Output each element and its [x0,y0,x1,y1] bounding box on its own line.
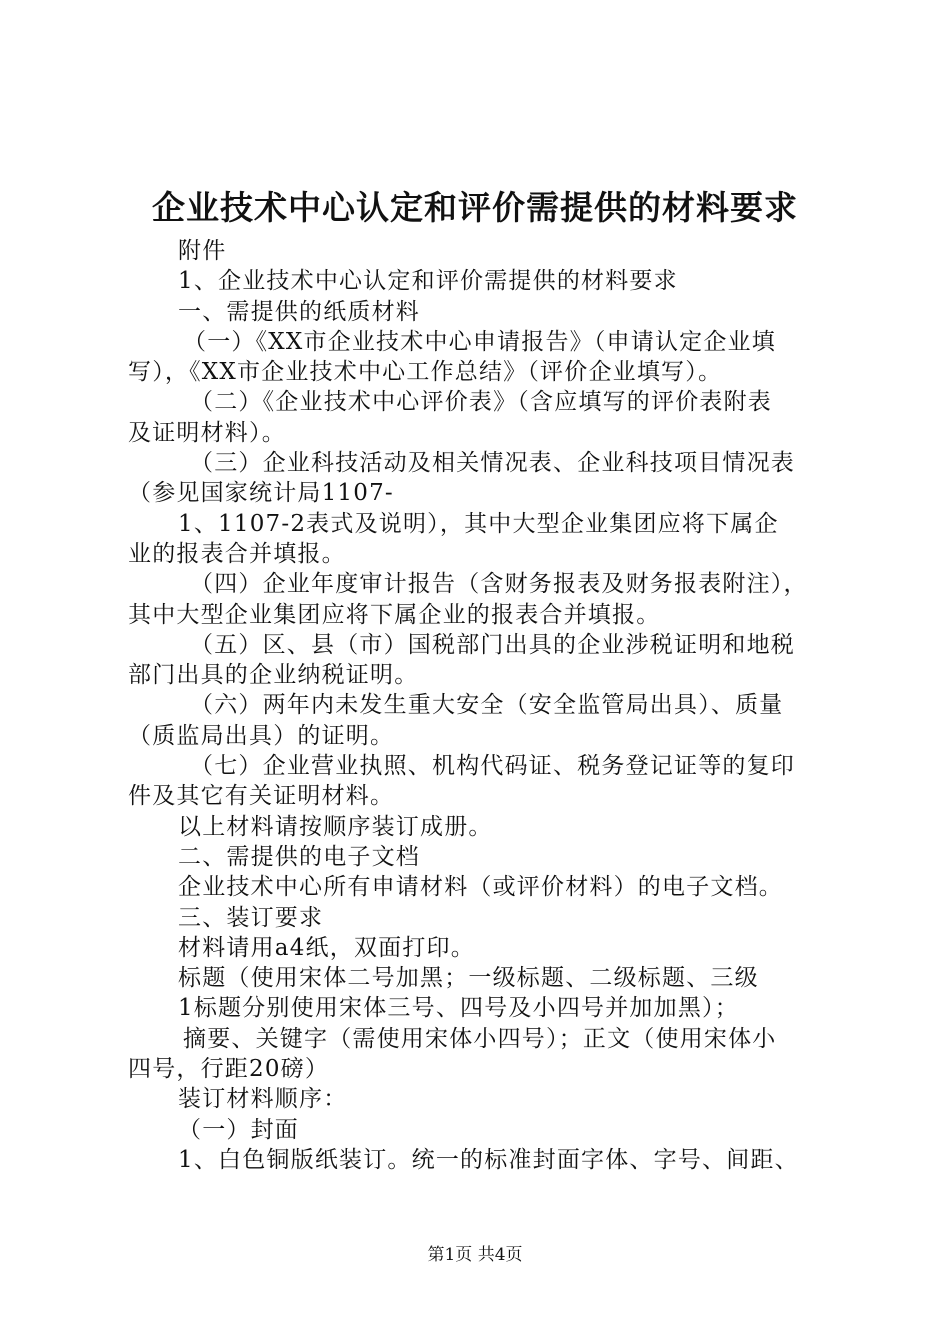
paragraph-line: 标题（使用宋体二号加黑；一级标题、二级标题、三级 [178,965,759,992]
paragraph-line: （质监局出具）的证明。 [128,722,395,749]
paragraph-line: 1、1107-2表式及说明），其中大型企业集团应将下属企 [178,510,779,537]
section-heading: 三、装订要求 [178,904,324,931]
paragraph-line: 摘要、关键字（需使用宋体小四号）；正文（使用宋体小 [183,1025,777,1052]
paragraph-line: 其中大型企业集团应将下属企业的报表合并填报。 [128,601,661,628]
paragraph-line: 业的报表合并填报。 [128,540,346,567]
paragraph-line: （一）封面 [178,1116,299,1143]
document-title: 企业技术中心认定和评价需提供的材料要求 [152,188,798,227]
page-footer: 第1页 共4页 [427,1245,523,1265]
paragraph-line: （六）两年内未发生重大安全（安全监管局出具）、质量 [190,692,784,719]
paragraph-line: 件及其它有关证明材料。 [128,783,395,810]
paragraph-line: （二）《企业技术中心评价表》（含应填写的评价表附表 [190,389,772,416]
paragraph-line: 1、白色铜版纸装订。统一的标准封面字体、字号、间距、 [178,1146,799,1173]
paragraph-line: 1标题分别使用宋体三号、四号及小四号并加加黑）； [178,995,739,1022]
section-heading: 二、需提供的电子文档 [178,843,420,870]
paragraph-line: 企业技术中心所有申请材料（或评价材料）的电子文档。 [178,874,783,901]
paragraph-line: （一）《XX市企业技术中心申请报告》（申请认定企业填 [183,328,776,355]
paragraph-line: 部门出具的企业纳税证明。 [128,662,419,689]
paragraph-line: 四号，行距20磅） [128,1056,330,1083]
paragraph-line: 及证明材料）。 [128,419,286,446]
document-body [128,236,840,1175]
paragraph-line: 1、企业技术中心认定和评价需提供的材料要求 [178,268,678,295]
paragraph-line: 写），《XX市企业技术中心工作总结》（评价企业填写）。 [128,359,723,386]
paragraph-line: （三）企业科技活动及相关情况表、企业科技项目情况表 [190,450,795,477]
paragraph-line: （四）企业年度审计报告（含财务报表及财务报表附注）， [190,571,808,598]
paragraph-line: 以上材料请按顺序装订成册。 [178,813,493,840]
paragraph-line: （五）区、县（市）国税部门出具的企业涉税证明和地税 [190,631,795,658]
section-heading: 一、需提供的纸质材料 [178,298,420,325]
paragraph-line: （参见国家统计局1107- [128,480,394,507]
paragraph-line: 材料请用a4纸，双面打印。 [178,934,475,961]
paragraph-line: 装订材料顺序： [178,1086,348,1113]
paragraph-line: 附件 [178,238,227,264]
paragraph-line: （七）企业营业执照、机构代码证、税务登记证等的复印 [190,753,795,780]
